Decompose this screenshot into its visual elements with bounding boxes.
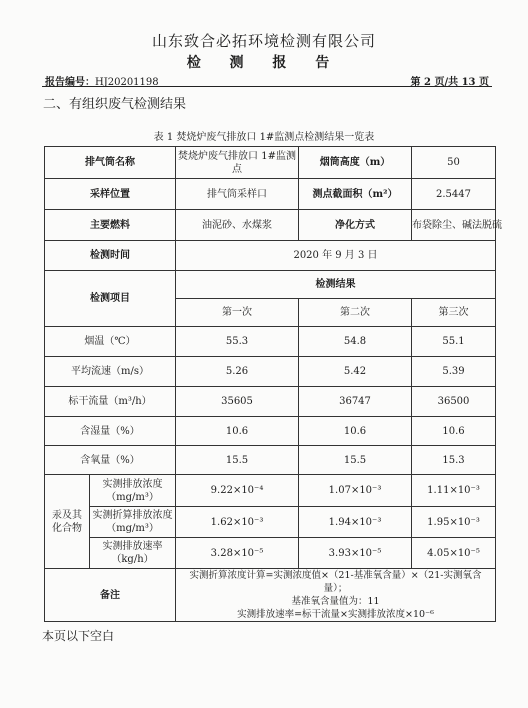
stack-name-value: 焚烧炉废气排放口 1#监测点 bbox=[176, 147, 299, 179]
row-oxygen-run-2: 15.5 bbox=[299, 446, 412, 475]
mercury-corr-run-3: 1.95×10⁻³ bbox=[412, 507, 496, 538]
mercury-rate-run-2: 3.93×10⁻⁵ bbox=[299, 538, 412, 569]
row-flow-run-3: 36500 bbox=[412, 387, 496, 417]
mercury-rate-label: 实测排放速率（kg/h） bbox=[90, 538, 176, 569]
row-flow-label: 标干流量（m³/h） bbox=[45, 387, 176, 417]
mercury-rate-run-3: 4.05×10⁻⁵ bbox=[412, 538, 496, 569]
row-moisture-label: 含湿量（%） bbox=[45, 417, 176, 446]
row-temp-run-3: 55.1 bbox=[412, 327, 496, 357]
row-moisture-run-2: 10.6 bbox=[299, 417, 412, 446]
section-area-label: 测点截面积（m²） bbox=[299, 179, 412, 210]
mercury-corr-run-1: 1.62×10⁻³ bbox=[176, 507, 299, 538]
row-temp-label: 烟温（℃） bbox=[45, 327, 176, 357]
company-name: 山东致合必拓环境检测有限公司 bbox=[151, 32, 376, 50]
purification-label: 净化方式 bbox=[299, 210, 412, 241]
fuel-value: 油泥砂、水煤浆 bbox=[176, 210, 299, 241]
page-info-text: 第 2 页/共 13 页 bbox=[410, 77, 489, 88]
row-moisture-run-3: 10.6 bbox=[412, 417, 496, 446]
run-1-header: 第一次 bbox=[176, 299, 299, 327]
date-value: 2020 年 9 月 3 日 bbox=[176, 241, 496, 271]
remark-line-2: 基准氧含量值为：11 bbox=[291, 596, 380, 607]
run-3-header: 第三次 bbox=[412, 299, 496, 327]
run-2-header: 第二次 bbox=[299, 299, 412, 327]
mercury-conc-run-1: 9.22×10⁻⁴ bbox=[176, 475, 299, 507]
row-flow-run-1: 35605 bbox=[176, 387, 299, 417]
remark-label: 备注 bbox=[45, 569, 176, 622]
section-title: 二、有组织废气检测结果 bbox=[43, 97, 187, 112]
mercury-corr-label: 实测折算排放浓度（mg/m³） bbox=[90, 507, 176, 538]
mercury-rate-run-1: 3.28×10⁻⁵ bbox=[176, 538, 299, 569]
report-number-value: HJ20201198 bbox=[95, 77, 159, 88]
page-end-note: 本页以下空白 bbox=[42, 629, 115, 643]
report-number-label: 报告编号： bbox=[45, 77, 95, 88]
header-rule bbox=[42, 86, 492, 87]
sample-location-label: 采样位置 bbox=[45, 179, 176, 210]
purification-value: 布袋除尘、碱法脱硫 bbox=[412, 210, 496, 241]
row-oxygen-run-1: 15.5 bbox=[176, 446, 299, 475]
table-caption: 表 1 焚烧炉废气排放口 1#监测点检测结果一览表 bbox=[153, 132, 375, 143]
stack-name-label: 排气筒名称 bbox=[45, 147, 176, 179]
mercury-conc-run-2: 1.07×10⁻³ bbox=[299, 475, 412, 507]
row-temp-run-2: 54.8 bbox=[299, 327, 412, 357]
remark-line-3: 实测排放速率=标干流量×实测排放浓度×10⁻⁶ bbox=[237, 609, 434, 620]
mercury-group-label: 汞及其化合物 bbox=[45, 475, 90, 569]
row-oxygen-run-3: 15.3 bbox=[412, 446, 496, 475]
date-label: 检测时间 bbox=[45, 241, 176, 271]
section-area-value: 2.5447 bbox=[412, 179, 496, 210]
report-title: 检 测 报 告 bbox=[186, 55, 342, 71]
remark-line-1: 实测折算浓度计算=实测浓度值×（21-基准氧含量）×（21-实测氧含量）； bbox=[189, 570, 482, 594]
results-table bbox=[44, 146, 502, 622]
row-oxygen-label: 含氧量（%） bbox=[45, 446, 176, 475]
mercury-conc-run-3: 1.11×10⁻³ bbox=[412, 475, 496, 507]
row-flow-run-2: 36747 bbox=[299, 387, 412, 417]
row-velocity-run-1: 5.26 bbox=[176, 357, 299, 387]
row-velocity-run-2: 5.42 bbox=[299, 357, 412, 387]
row-temp-run-1: 55.3 bbox=[176, 327, 299, 357]
sample-location-value: 排气筒采样口 bbox=[176, 179, 299, 210]
mercury-conc-label: 实测排放浓度（mg/m³） bbox=[90, 475, 176, 507]
mercury-corr-run-2: 1.94×10⁻³ bbox=[299, 507, 412, 538]
fuel-label: 主要燃料 bbox=[45, 210, 176, 241]
remark-text bbox=[176, 569, 496, 622]
result-header: 检测结果 bbox=[176, 271, 496, 299]
row-moisture-run-1: 10.6 bbox=[176, 417, 299, 446]
row-velocity-run-3: 5.39 bbox=[412, 357, 496, 387]
row-velocity-label: 平均流速（m/s） bbox=[45, 357, 176, 387]
stack-height-label: 烟筒高度（m） bbox=[299, 147, 412, 179]
item-header: 检测项目 bbox=[45, 271, 176, 327]
stack-height-value: 50 bbox=[412, 147, 496, 179]
